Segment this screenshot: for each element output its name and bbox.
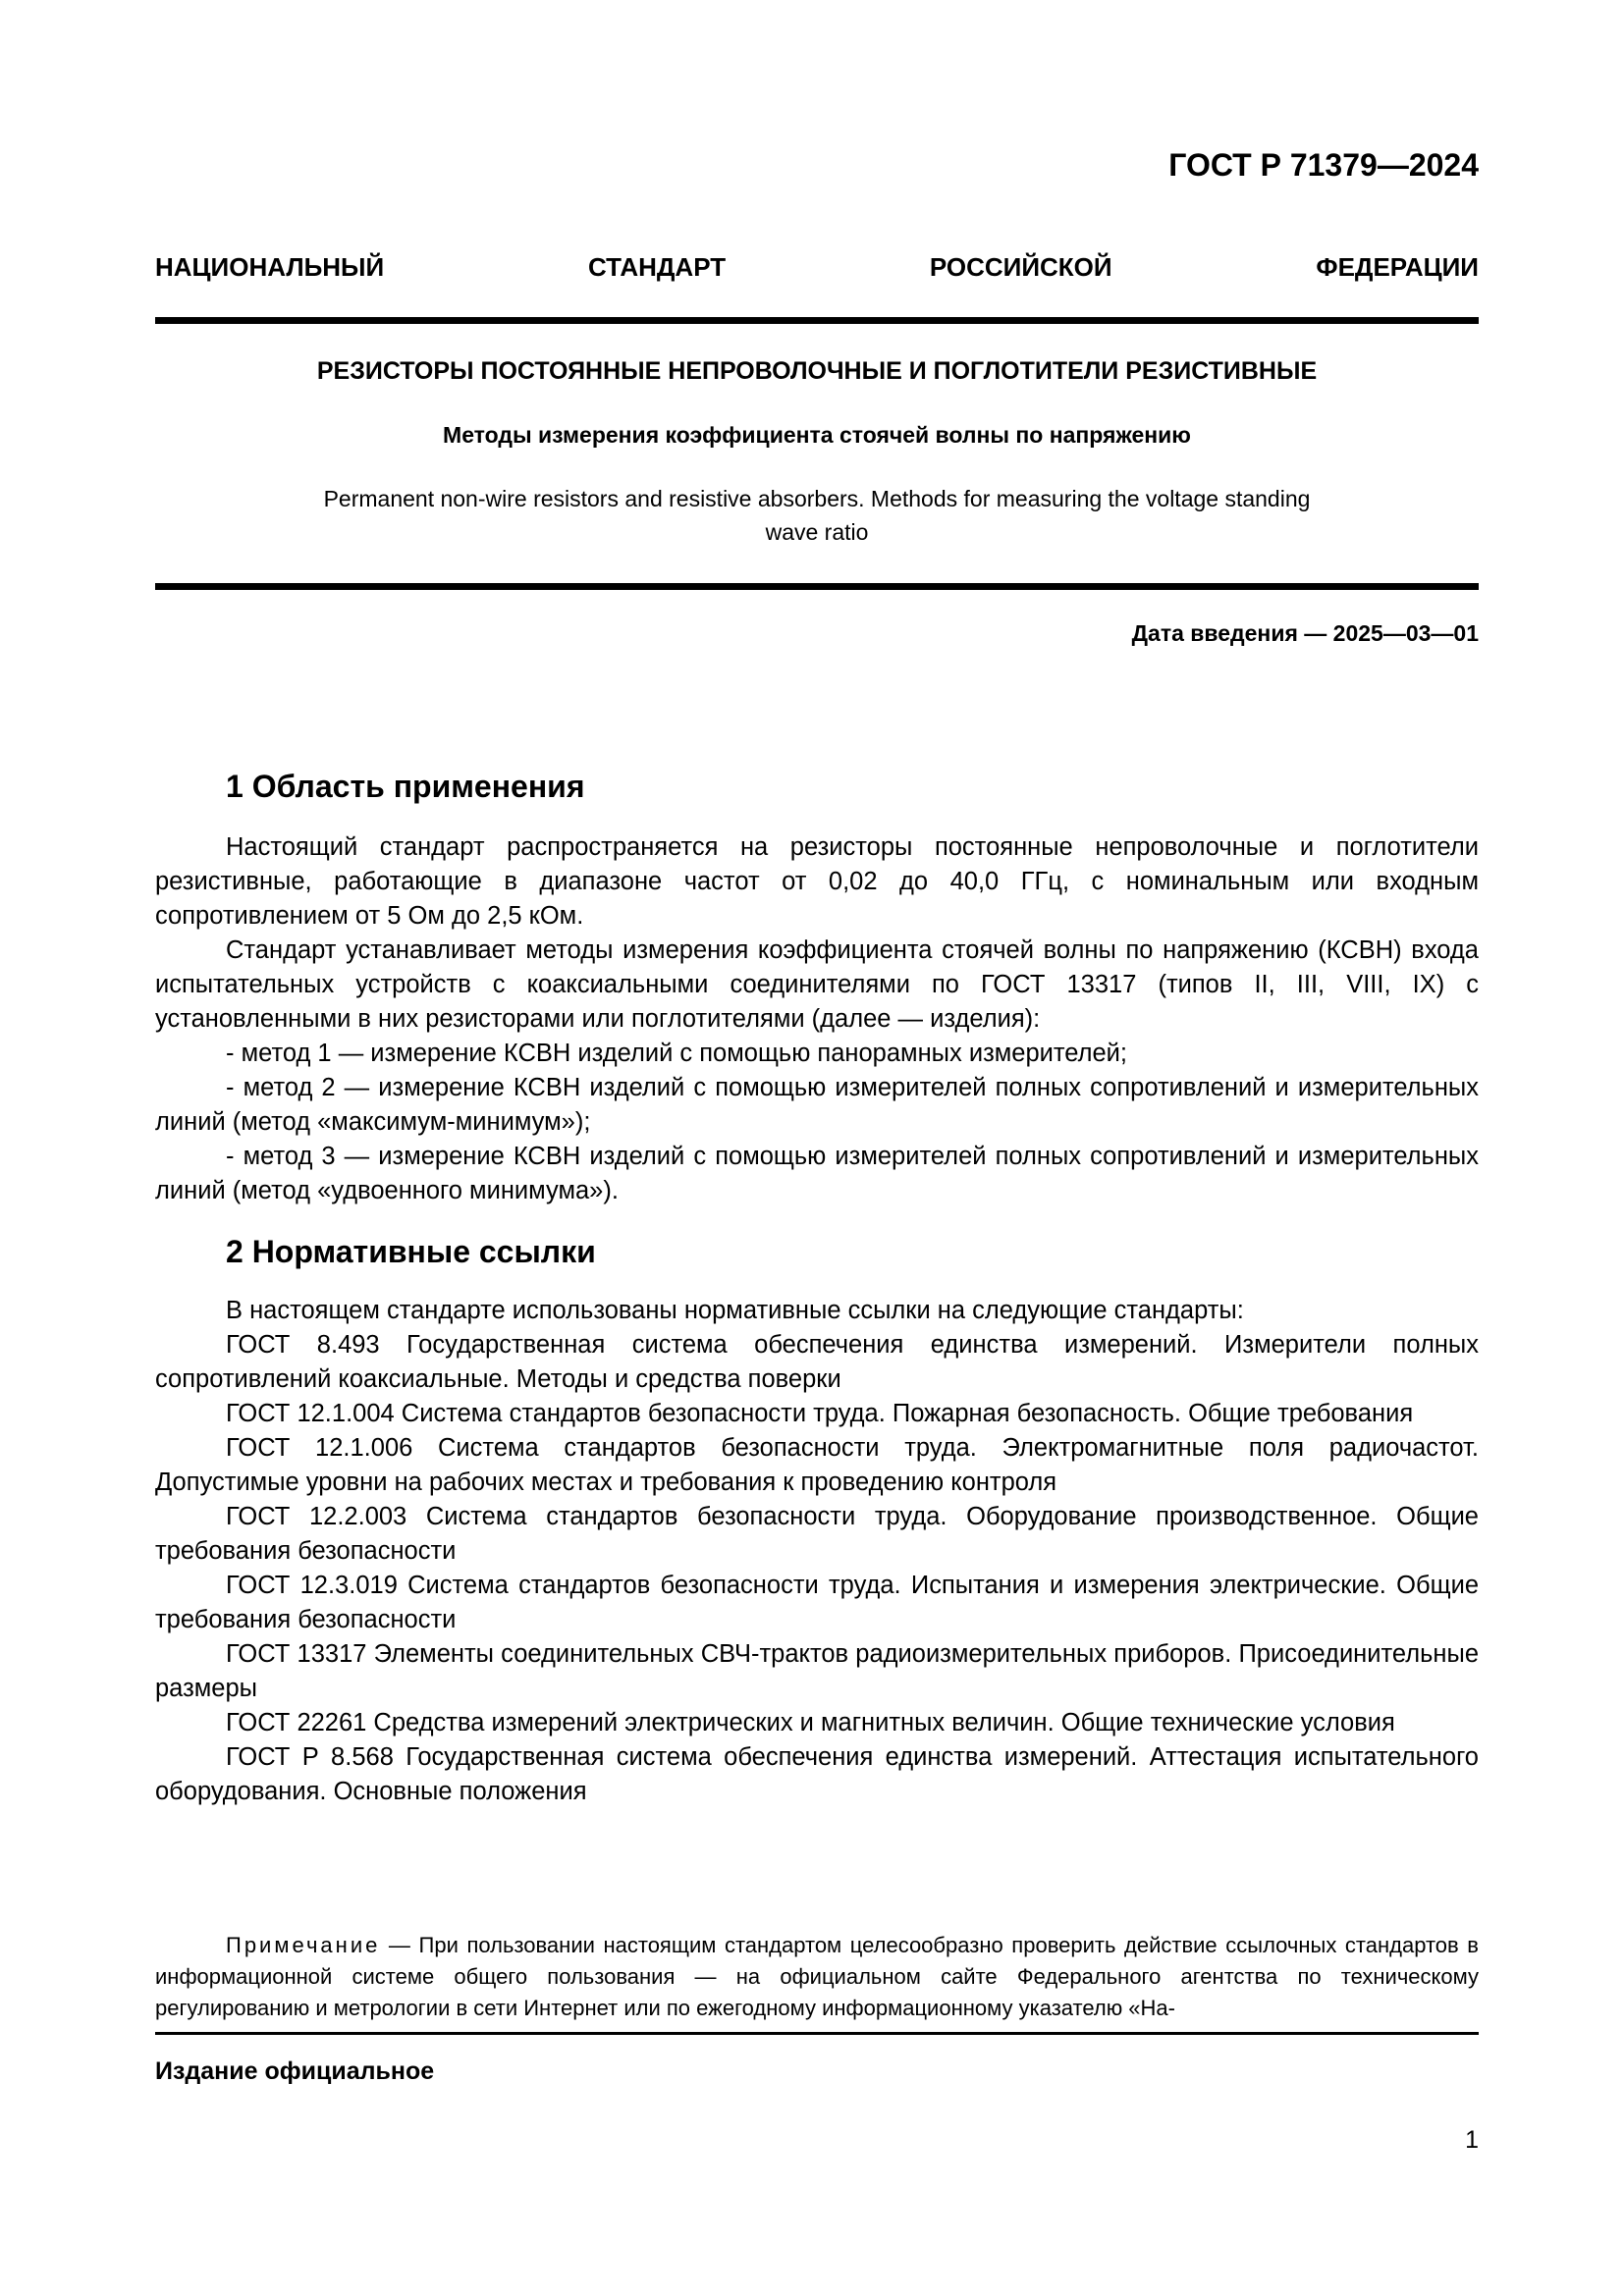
reference-item: ГОСТ 13317 Элементы соединительных СВЧ-трактов радиоизмерительных приборов. Присоединительные размеры [155,1640,1479,1702]
note-label: Примечание [226,1933,381,1957]
reference-item: ГОСТ 22261 Средства измерений электрических и магнитных величин. Общие технические условия [226,1709,1395,1736]
standard-number: ГОСТ Р 71379—2024 [1168,147,1479,183]
document-title: РЕЗИСТОРЫ ПОСТОЯННЫЕ НЕПРОВОЛОЧНЫЕ И ПОГЛОТИТЕЛИ РЕЗИСТИВНЫЕ [316,357,1318,385]
english-title: Permanent non-wire resistors and resistive absorbers. Methods for measuring the voltage standing wave ratio [323,486,1311,545]
reference-item: ГОСТ 12.1.006 Система стандартов безопасности труда. Электромагнитные поля радиочастот. Допустимые уровни на рабочих местах и требования к проведению контроля [155,1434,1479,1496]
reference-item: ГОСТ Р 8.568 Государственная система обеспечения единства измерений. Аттестация испытательного оборудования. Основные положения [155,1743,1479,1805]
official-edition-label: Издание официальное [155,2057,435,2085]
section-1-heading: 1 Область применения [226,769,585,804]
section-2-heading: 2 Нормативные ссылки [226,1234,596,1269]
paragraph: В настоящем стандарте использованы нормативные ссылки на следующие стандарты: [226,1297,1244,1324]
reference-item: ГОСТ 8.493 Государственная система обеспечения единства измерений. Измерители полных сопротивлений коаксиальные. Методы и средства поверки [155,1331,1479,1393]
document-subtitle: Методы измерения коэффициента стоячей волны по напряжению [443,422,1191,448]
paragraph: Настоящий стандарт распространяется на резисторы постоянные непроволочные и поглотители резистивные, работающие в диапазоне частот от 0,02 до 40,0 ГГц, с номинальным или входным сопротивлением от 5 Ом до 2,5 кОм. [155,833,1479,930]
list-item: - метод 1 — измерение КСВН изделий с помощью панорамных измерителей; [226,1040,1128,1067]
title-rule [155,583,1479,590]
national-standard-banner: НАЦИОНАЛЬНЫЙ СТАНДАРТ РОССИЙСКОЙ ФЕДЕРАЦИИ [155,252,1479,282]
note [155,1930,1479,2024]
note-text: — При пользовании настоящим стандартом целесообразно проверить действие ссылочных стандартов в информационной системе общего пользования — на официальном сайте Федерального агентства по техническому регулированию и метрологии в сети Интернет или по ежегодному информационному указателю «На- [155,1933,1479,2020]
introduction-date: Дата введения — 2025—03—01 [1131,620,1479,646]
list-item: - метод 3 — измерение КСВН изделий с помощью измерителей полных сопротивлений и измерительных линий (метод «удвоенного минимума»). [155,1143,1479,1204]
section-2-body [155,1294,1479,1809]
reference-item: ГОСТ 12.1.004 Система стандартов безопасности труда. Пожарная безопасность. Общие требования [226,1400,1414,1427]
paragraph: Стандарт устанавливает методы измерения коэффициента стоячей волны по напряжению (КСВН) входа испытательных устройств с коаксиальными соединителями по ГОСТ 13317 (типов II, III, VIII, IX) с установленными в них резисторами или поглотителями (далее — изделия): [155,936,1479,1033]
reference-item: ГОСТ 12.3.019 Система стандартов безопасности труда. Испытания и измерения электрические. Общие требования безопасности [155,1572,1479,1633]
list-item: - метод 2 — измерение КСВН изделий с помощью измерителей полных сопротивлений и измерительных линий (метод «максимум-минимум»); [155,1074,1479,1136]
reference-item: ГОСТ 12.2.003 Система стандартов безопасности труда. Оборудование производственное. Общие требования безопасности [155,1503,1479,1565]
section-1-body [155,830,1479,1208]
footer-rule [155,2032,1479,2035]
page-number: 1 [1465,2126,1479,2154]
top-rule [155,317,1479,324]
